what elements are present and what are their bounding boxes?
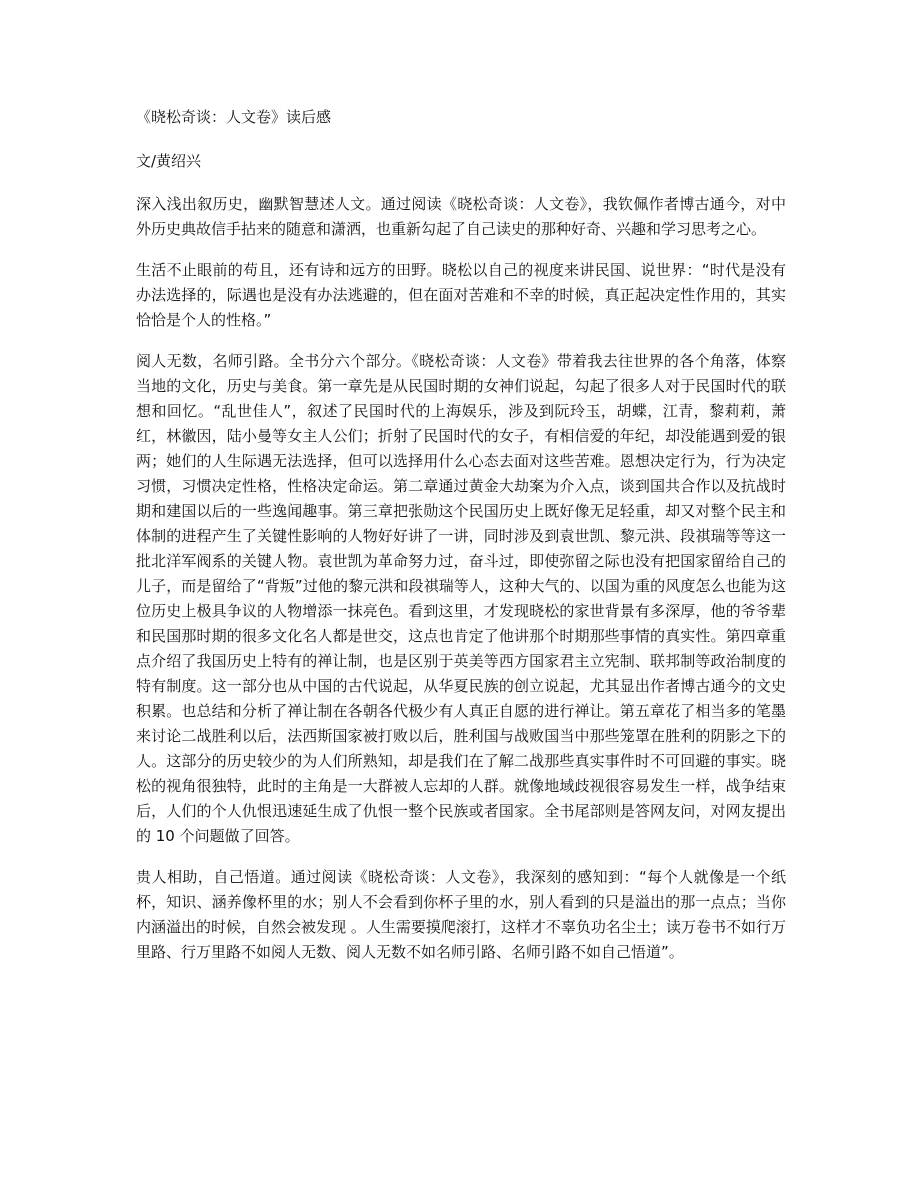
document-author: 文/黄绍兴 — [136, 152, 202, 170]
paragraph-chapters: 阅人无数，名师引路。全书分六个部分。《晓松奇谈：人文卷》带着我去往世界的各个角落，体察当地的文化，历史与美食。第一章先是从民国时期的女神们说起，勾起了很多人对于民国时代的联想和回忆。“乱世佳人”，叙述了民国时代的上海娱乐，涉及到阮玲玉，胡蝶，江青，黎莉莉，萧红，林徽因，陆小曼等女主人公们；折射了民国时代的女子，有相信爱的年纪，却没能遇到爱的银两；她们的人生际遇无法选择，但可以选择用什么心态去面对这些苦难。恩想决定行为，行为决定习惯，习惯决定性格，性格决定命运。第二章通过黄金大劫案为介入点，谈到国共合作以及抗战时期和建国以后的一些逸闻趣事。第三章把张勋这个民国历史上既好像无足轻重，却又对整个民主和体制的进程产生了关键性影响的人物好好讲了一讲，同时涉及到袁世凯、黎元洪、段祺瑞等等这一批北洋军阀系的关键人物。袁世凯为革命努力过，奋斗过，即使弥留之际也没有把国家留给自己的儿子，而是留给了“背叛”过他的黎元洪和段祺瑞等人，这种大气的、以国为重的风度怎么也能为这位历史上极具争议的人物增添一抹亮色。看到这里，才发现晓松的家世背景有多深厚，他的爷爷辈和民国那时期的很多文化名人都是世交，这点也肯定了他讲那个时期那些事情的真实性。第四章重点介绍了我国历史上特有的禅让制，也是区别于英美等西方国家君主立宪制、联邦制等政治制度的特有制度。这一部分也从中国的古代说起，从华夏民族的创立说起，尤其显出作者博古通今的文史积累。也总结和分析了禅让制在各朝各代极少有人真正自愿的进行禅让。第五章花了相当多的笔墨来讨论二战胜利以后，法西斯国家被打败以后，胜利国与战败国当中那些笼罩在胜利的阴影之下的人。这部分的历史较少的为人们所熟知，却是我们在了解二战那些真实事件时不可回避的事实。晓松的视角很独特，此时的主角是一大群被人忘却的人群。就像地域歧视很容易发生一样，战争结束后，人们的个人仇恨迅速延生成了仇恨一整个民族或者国家。全书尾部则是答网友问，对网友提出的 10 个问题做了回答。 — [136, 352, 786, 845]
document-title: 《晓松奇谈：人文卷》读后感 — [136, 108, 332, 126]
paragraph-intro: 深入浅出叙历史，幽默智慧述人文。通过阅读《晓松奇谈：人文卷》，我钦佩作者博古通今，对中外历史典故信手拈来的随意和潇洒，也重新勾起了自己读史的那种好奇、兴趣和学习思考之心。 — [136, 195, 786, 238]
document-page — [136, 104, 786, 981]
paragraph-quote: 生活不止眼前的苟且，还有诗和远方的田野。晓松以自己的视度来讲民国、说世界：“时代是没有办法选择的，际遇也是没有办法逃避的，但在面对苦难和不幸的时候，真正起决定性作用的，其实恰恰是个人的性格。” — [136, 261, 786, 329]
paragraph-conclusion: 贵人相助，自己悟道。通过阅读《晓松奇谈：人文卷》，我深刻的感知到：“每个人就像是一个纸杯，知识、涵养像杯里的水；别人不会看到你杯子里的水，别人看到的只是溢出的那一点点；当你内涵溢出的时候，自然会被发现 。人生需要摸爬滚打，这样才不辜负功名尘土；读万卷书不如行万里路、行万里路不如阅人无数、阅人无数不如名师引路、名师引路不如自己悟道”。 — [136, 868, 786, 961]
